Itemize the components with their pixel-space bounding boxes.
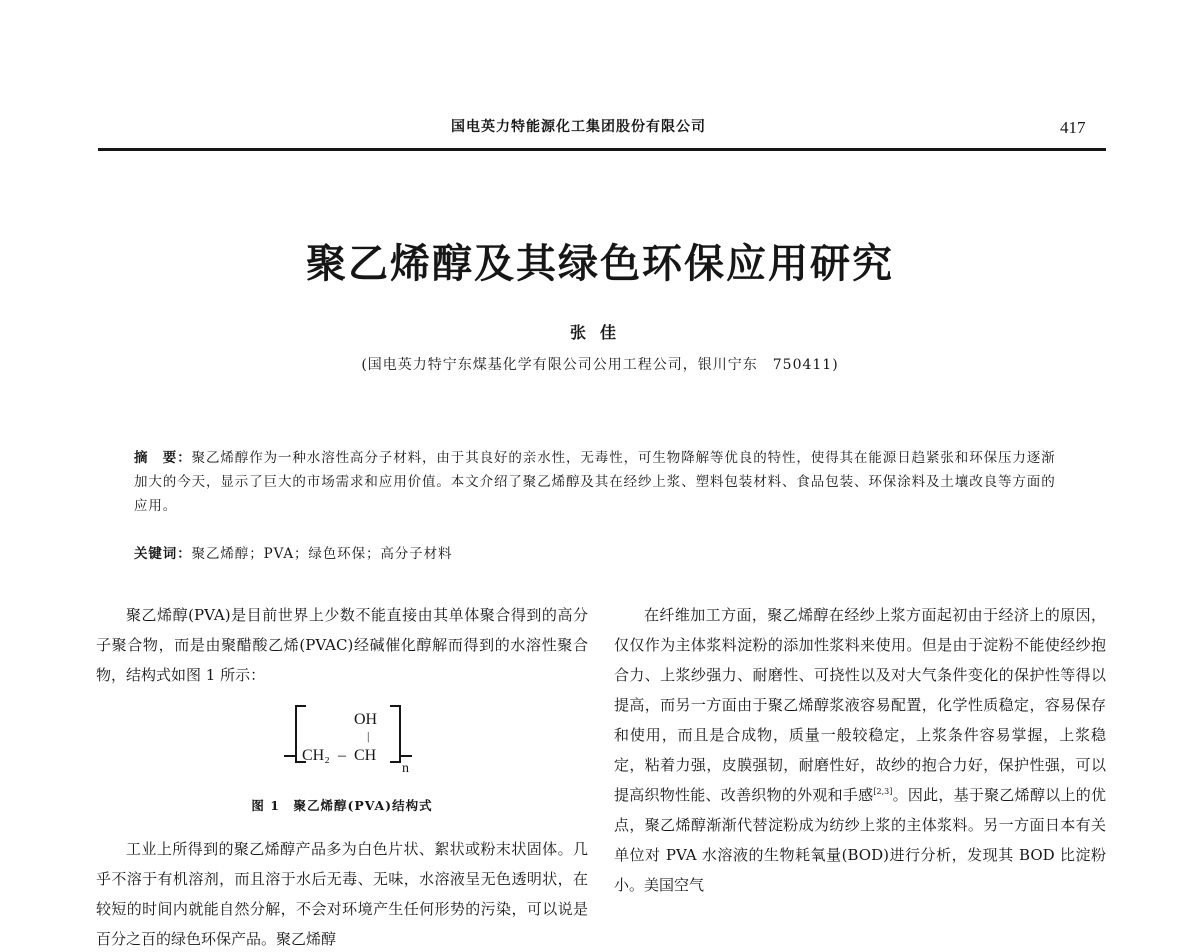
header-rule <box>98 148 1106 151</box>
formula-ch2: CH₂ <box>302 747 330 764</box>
citation-ref: [2,3] <box>873 787 893 796</box>
affiliation: (国电英力特宁东煤基化学有限公司公用工程公司，银川宁东 750411) <box>361 357 839 373</box>
abstract <box>134 446 1068 518</box>
keywords <box>134 542 1068 562</box>
right-column <box>614 600 1106 900</box>
left-paragraph-1: 聚乙烯醇(PVA)是目前世界上少数不能直接由其单体聚合得到的高分子聚合物，而是由聚醋酸乙烯(PVAC)经碱催化醇解而得到的水溶性聚合物，结构式如图 1 所示： <box>96 606 588 684</box>
author: 张佳 <box>569 323 630 342</box>
abstract-text: 聚乙烯醇作为一种水溶性高分子材料，由于其良好的亲水性，无毒性，可生物降解等优良的特性，使得其在能源日趋紧张和环保压力逐渐加大的今天，显示了巨大的市场需求和应用价值。本文介绍了聚乙烯醇及其在经纱上浆、塑料包装材料、食品包装、环保涂料及土壤改良等方面的应用。 <box>134 450 1056 514</box>
formula-bond: | <box>367 729 370 743</box>
running-head <box>0 116 1200 140</box>
pva-structural-formula <box>282 702 432 774</box>
abstract-paragraph <box>134 446 1068 518</box>
left-column <box>96 600 588 690</box>
formula-ch: CH <box>354 747 377 764</box>
figure-caption: 图 1 聚乙烯醇(PVA)结构式 <box>251 798 433 813</box>
formula-dash: – <box>338 747 346 764</box>
keywords-text: 聚乙烯醇；PVA；绿色环保；高分子材料 <box>191 546 453 562</box>
formula-oh: OH <box>354 711 378 728</box>
right-bracket <box>390 706 400 762</box>
formula-n: n <box>402 761 409 774</box>
keywords-label: 关键词： <box>134 546 192 562</box>
left-paragraph-2: 工业上所得到的聚乙烯醇产品多为白色片状、絮状或粉末状固体。几乎不溶于有机溶剂，而且溶于水后无毒、无味，水溶液呈无色透明状，在较短的时间内就能自然分解，不会对环境产生任何形势的污染，可以说是百分之百的绿色环保产品。聚乙烯醇 <box>96 840 588 948</box>
right-text-2: 。因此，基于聚乙烯醇以上的优点，聚乙烯醇渐渐代替淀粉成为纺纱上浆的主体浆料。另一方面日本有关单位对 PVA 水溶液的生物耗氧量(BOD)进行分析，发现其 BOD 比淀粉小。美国空气 <box>614 786 1106 894</box>
right-paragraph-1 <box>614 600 1106 900</box>
paper-title: 聚乙烯醇及其绿色环保应用研究 <box>306 240 894 287</box>
left-column-continued <box>96 834 588 952</box>
page-number: 417 <box>1060 118 1086 137</box>
right-text-1: 在纤维加工方面，聚乙烯醇在经纱上浆方面起初由于经济上的原因，仅仅作为主体浆料淀粉的添加性浆料来使用。但是由于淀粉不能使经纱抱合力、上浆纱强力、耐磨性、可挠性以及对大气条件变化的保护性等得以提高，而另一方面由于聚乙烯醇浆液容易配置，化学性质稳定，容易保存和使用，而且是合成物，质量一般较稳定，上浆条件容易掌握，上浆稳定，粘着力强，皮膜强韧，耐磨性好，故纱的抱合力好，保护性强，可以提高织物性能、改善织物的外观和手感 <box>614 606 1106 804</box>
abstract-label: 摘 要： <box>134 450 192 466</box>
running-title: 国电英力特能源化工集团股份有限公司 <box>451 119 706 135</box>
